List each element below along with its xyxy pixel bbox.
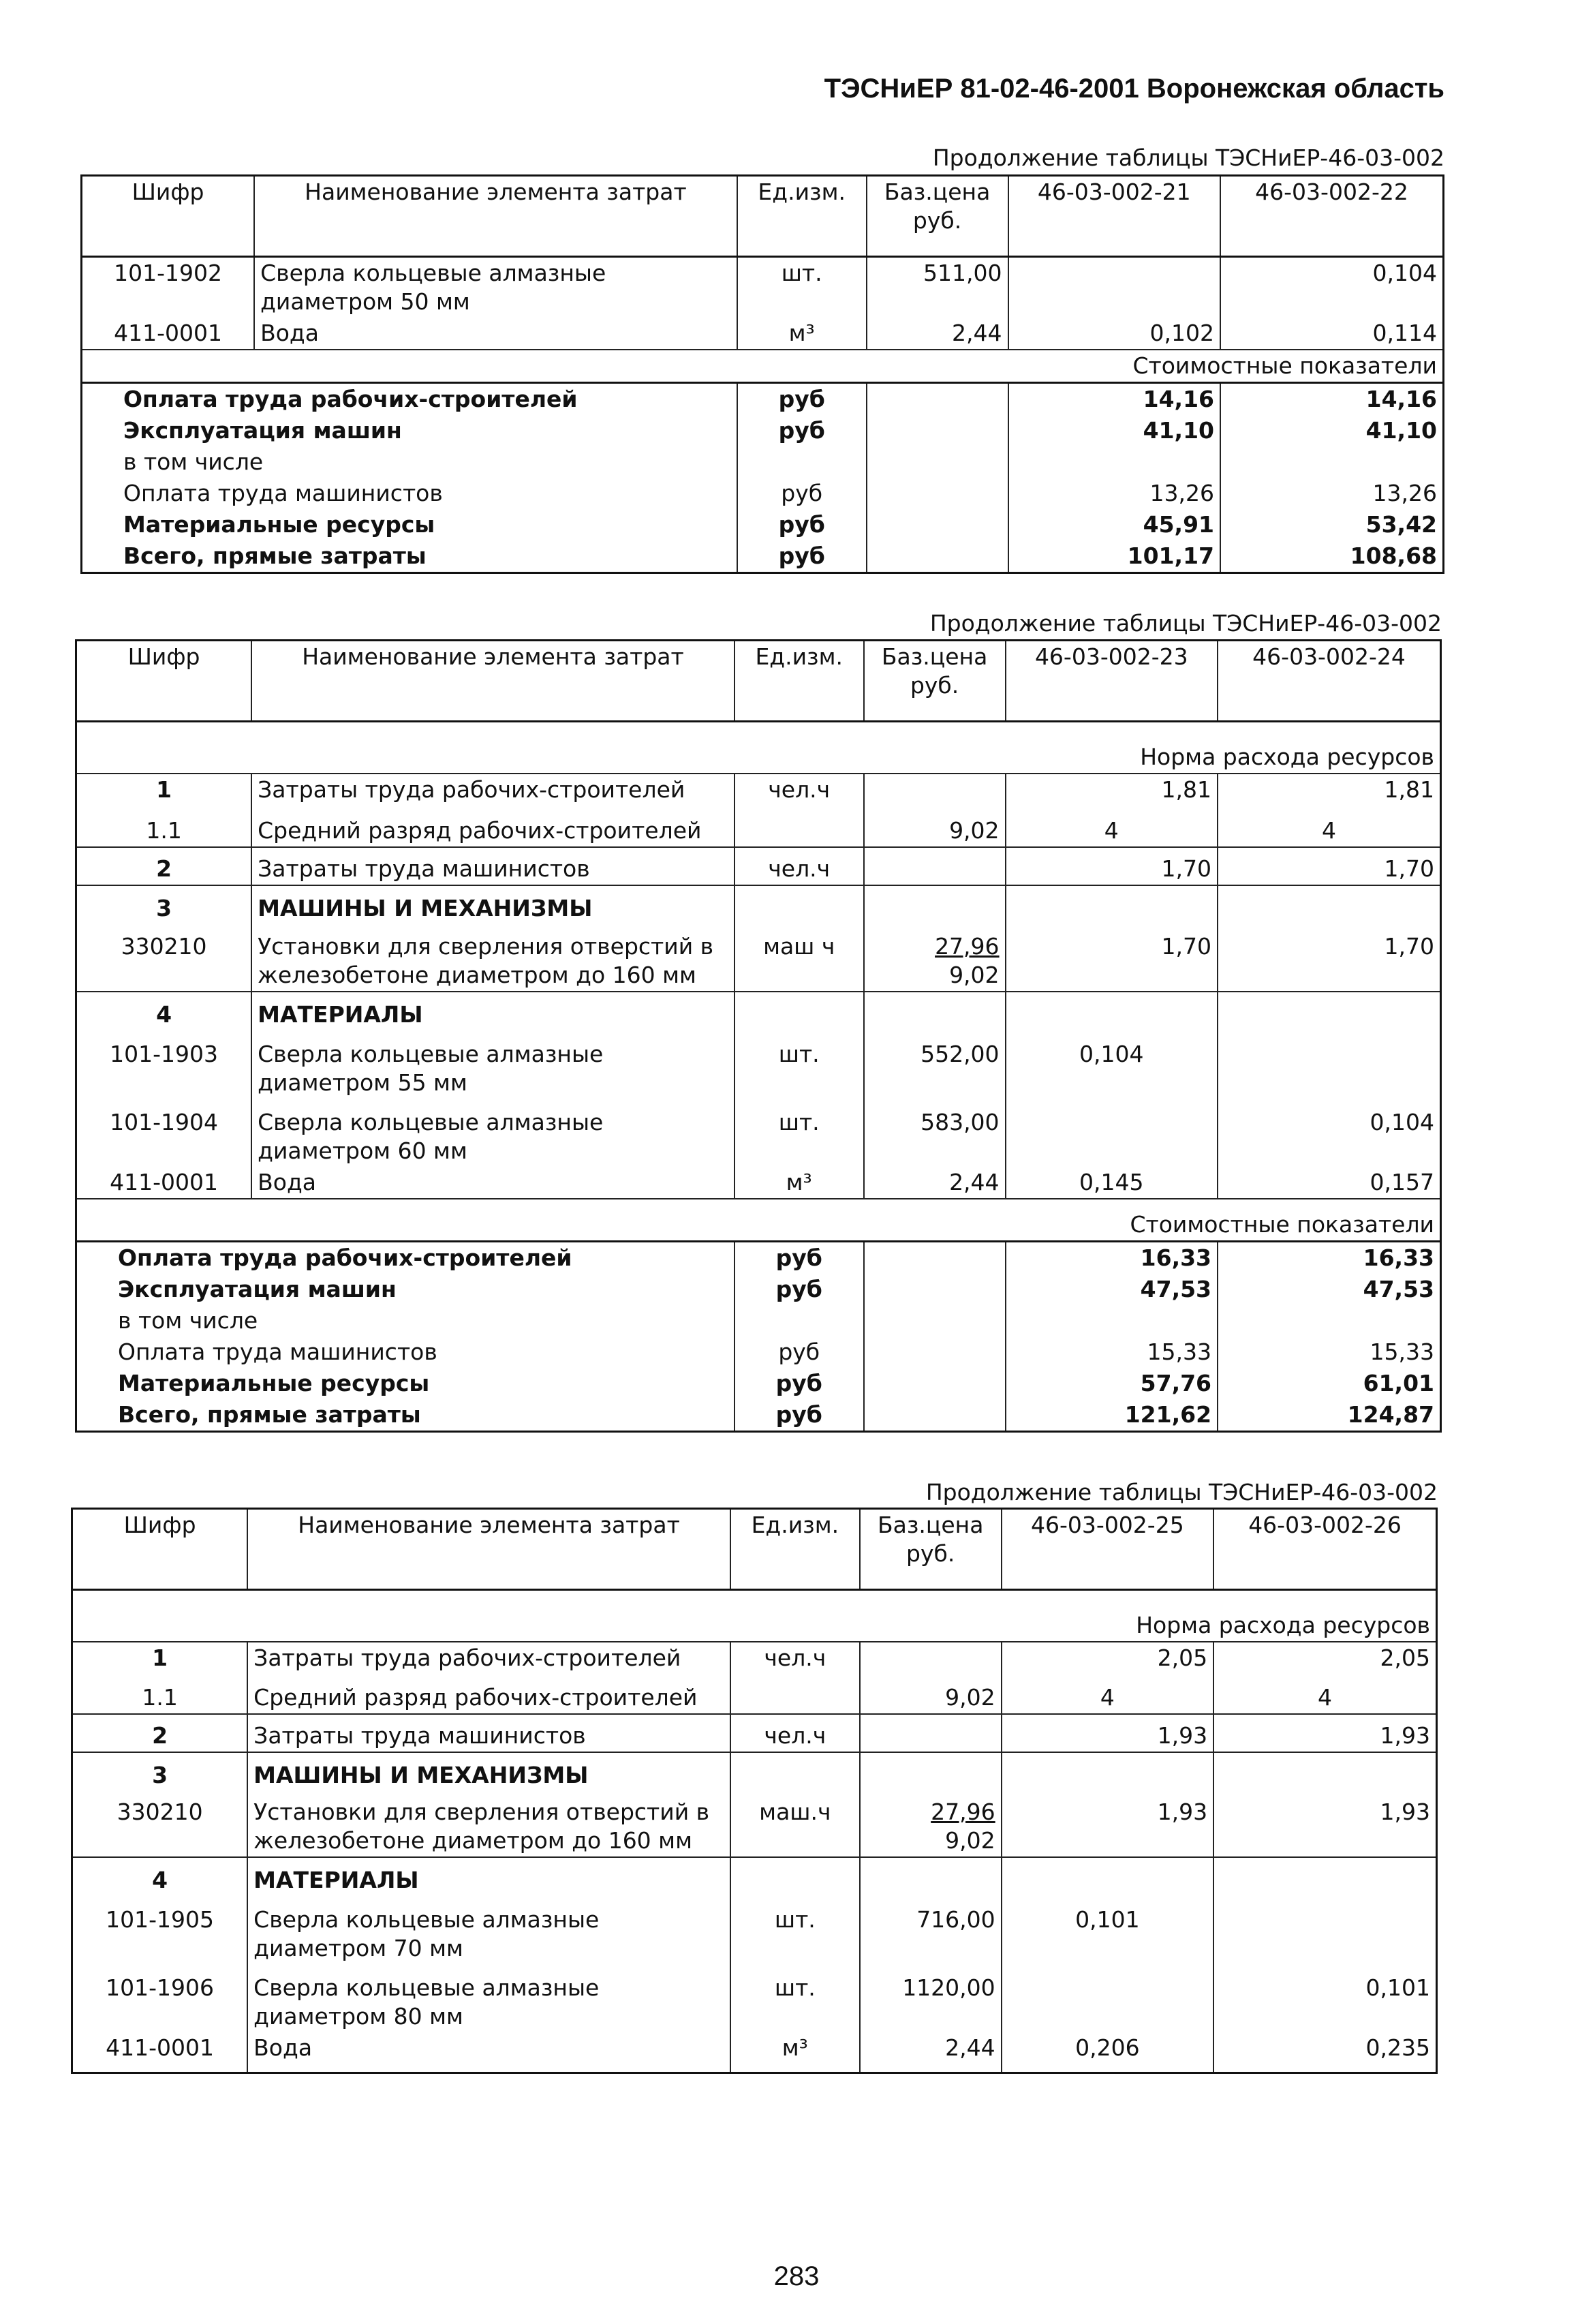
cost-unit: руб bbox=[737, 383, 867, 416]
cost-row bbox=[76, 1274, 1441, 1305]
cost-value-2: 53,42 bbox=[1220, 509, 1444, 540]
cost-indicators-band bbox=[82, 350, 1444, 383]
row-name: Сверла кольцевые алмазные диаметром 60 мм bbox=[251, 1099, 734, 1167]
cost-name: Материальные ресурсы bbox=[123, 511, 435, 538]
price-machine: 27,96 bbox=[931, 1799, 995, 1825]
section-row-materials bbox=[72, 1857, 1437, 1896]
table2 bbox=[75, 639, 1442, 1433]
cost-name: Всего, прямые затраты bbox=[118, 1401, 421, 1428]
empty-cell bbox=[734, 885, 864, 924]
row-value-1: 0,145 bbox=[1006, 1167, 1218, 1199]
row-code: 2 bbox=[72, 1714, 248, 1752]
row-price: 2,44 bbox=[860, 2032, 1002, 2073]
row-value-2: 0,104 bbox=[1218, 1099, 1440, 1167]
row-name: Установки для сверления отверстий в железобетоне диаметром до 160 мм bbox=[251, 924, 734, 992]
row-unit: шт. bbox=[730, 1964, 860, 2032]
row-value-2 bbox=[1213, 1896, 1436, 1964]
empty-cell bbox=[1002, 1752, 1213, 1791]
row-value-2 bbox=[1218, 1030, 1440, 1099]
empty-cell bbox=[867, 540, 1008, 573]
table-row bbox=[72, 1674, 1437, 1714]
row-name: Вода bbox=[254, 318, 737, 350]
col-name-header: Наименование элемента затрат bbox=[251, 641, 734, 722]
row-name: Сверла кольцевые алмазные диаметром 50 мм bbox=[254, 257, 737, 318]
row-value-2: 4 bbox=[1213, 1674, 1436, 1714]
row-value-1 bbox=[1002, 1964, 1213, 2032]
cost-row bbox=[76, 1305, 1441, 1336]
table-row bbox=[76, 1167, 1441, 1199]
cost-row bbox=[76, 1336, 1441, 1368]
row-name: Затраты труда рабочих-строителей bbox=[251, 774, 734, 806]
row-value-1: 1,93 bbox=[1002, 1714, 1213, 1752]
cost-unit: руб bbox=[737, 540, 867, 573]
cost-value-1: 45,91 bbox=[1008, 509, 1220, 540]
row-code: 1 bbox=[76, 774, 252, 806]
row-price: 552,00 bbox=[864, 1030, 1006, 1099]
row-unit: шт. bbox=[734, 1030, 864, 1099]
price-wage: 9,02 bbox=[949, 962, 1000, 988]
row-value-2: 0,114 bbox=[1220, 318, 1444, 350]
row-value-2: 1,93 bbox=[1213, 1714, 1436, 1752]
empty-cell bbox=[864, 992, 1006, 1030]
cost-value-1: 121,62 bbox=[1006, 1399, 1218, 1432]
empty-cell bbox=[867, 446, 1008, 478]
cost-value-1: 16,33 bbox=[1006, 1242, 1218, 1274]
table-row bbox=[76, 806, 1441, 847]
empty-cell bbox=[730, 1674, 860, 1714]
cost-name: Эксплуатация машин bbox=[123, 417, 402, 444]
empty-cell bbox=[1006, 1305, 1218, 1336]
row-code: 101-1905 bbox=[106, 1906, 215, 1933]
empty-cell bbox=[1006, 885, 1218, 924]
cost-row bbox=[76, 1242, 1441, 1274]
row-name: Сверла кольцевые алмазные диаметром 55 мм bbox=[251, 1030, 734, 1099]
row-code: 1.1 bbox=[146, 817, 182, 844]
empty-cell bbox=[864, 1336, 1006, 1368]
row-value-1: 1,93 bbox=[1002, 1791, 1213, 1857]
norm-label: Норма расхода ресурсов bbox=[72, 1590, 1437, 1642]
section-row-machines bbox=[76, 885, 1441, 924]
col-code-header: Шифр bbox=[82, 176, 255, 257]
col-norm2-header: 46-03-002-24 bbox=[1218, 641, 1440, 722]
row-value-1: 0,102 bbox=[1008, 318, 1220, 350]
col-norm1-header: 46-03-002-25 bbox=[1002, 1509, 1213, 1590]
col-code-header: Шифр bbox=[76, 641, 252, 722]
col-name-header: Наименование элемента затрат bbox=[254, 176, 737, 257]
row-code: 3 bbox=[76, 885, 252, 924]
table-row bbox=[72, 1714, 1437, 1752]
row-value-2: 0,157 bbox=[1218, 1167, 1440, 1199]
cost-value-2: 47,53 bbox=[1218, 1274, 1440, 1305]
row-value-2: 0,101 bbox=[1213, 1964, 1436, 2032]
empty-cell bbox=[864, 1399, 1006, 1432]
price-wage: 9,02 bbox=[945, 1827, 995, 1854]
empty-cell bbox=[734, 992, 864, 1030]
empty-cell bbox=[734, 806, 864, 847]
row-code: 330210 bbox=[121, 933, 207, 960]
row-unit: маш ч bbox=[734, 924, 864, 992]
cost-indicators-label: Стоимостные показатели bbox=[76, 1199, 1441, 1242]
empty-cell bbox=[867, 415, 1008, 446]
row-code: 411-0001 bbox=[106, 2034, 215, 2061]
table-row bbox=[72, 1964, 1437, 2032]
cost-row bbox=[76, 1399, 1441, 1432]
section-row-materials bbox=[76, 992, 1441, 1030]
empty-cell bbox=[730, 1857, 860, 1896]
cost-value-1: 14,16 bbox=[1008, 383, 1220, 416]
row-price: 9,02 bbox=[860, 1674, 1002, 1714]
section-title: МАТЕРИАЛЫ bbox=[251, 992, 734, 1030]
cost-value-1: 47,53 bbox=[1006, 1274, 1218, 1305]
empty-cell bbox=[867, 383, 1008, 416]
cost-value-2: 13,26 bbox=[1220, 478, 1444, 509]
table-row bbox=[76, 1099, 1441, 1167]
col-norm2-header: 46-03-002-22 bbox=[1220, 176, 1444, 257]
row-unit: маш.ч bbox=[730, 1791, 860, 1857]
row-unit: чел.ч bbox=[730, 1714, 860, 1752]
row-unit: шт. bbox=[730, 1896, 860, 1964]
row-code: 101-1904 bbox=[110, 1109, 219, 1135]
cost-row bbox=[82, 478, 1444, 509]
row-name: Затраты труда машинистов bbox=[247, 1714, 730, 1752]
row-value-2: 1,93 bbox=[1213, 1791, 1436, 1857]
table1 bbox=[80, 174, 1444, 574]
row-unit: чел.ч bbox=[734, 774, 864, 806]
row-name: Затраты труда машинистов bbox=[251, 847, 734, 885]
col-price-header: Баз.цена руб. bbox=[867, 176, 1008, 257]
section-row-machines bbox=[72, 1752, 1437, 1791]
col-unit-header: Ед.изм. bbox=[734, 641, 864, 722]
row-unit: м³ bbox=[737, 318, 867, 350]
row-value-1: 0,206 bbox=[1002, 2032, 1213, 2073]
table-row bbox=[72, 1791, 1437, 1857]
empty-cell bbox=[1006, 992, 1218, 1030]
row-name: Средний разряд рабочих-строителей bbox=[251, 806, 734, 847]
cost-unit: руб bbox=[737, 478, 867, 509]
table-row bbox=[76, 847, 1441, 885]
empty-cell bbox=[1213, 1857, 1436, 1896]
row-value-2: 4 bbox=[1218, 806, 1440, 847]
row-value-1 bbox=[1008, 257, 1220, 318]
row-unit: чел.ч bbox=[734, 847, 864, 885]
empty-cell bbox=[1002, 1857, 1213, 1896]
cost-name: Оплата труда машинистов bbox=[123, 480, 443, 506]
row-code: 101-1906 bbox=[106, 1974, 215, 2001]
row-unit: шт. bbox=[734, 1099, 864, 1167]
row-code: 330210 bbox=[117, 1799, 203, 1825]
row-value-2: 1,70 bbox=[1218, 847, 1440, 885]
cost-value-1: 101,17 bbox=[1008, 540, 1220, 573]
page-number: 283 bbox=[773, 2261, 820, 2291]
section-title: МАТЕРИАЛЫ bbox=[247, 1857, 730, 1896]
cost-unit: руб bbox=[734, 1242, 864, 1274]
row-code: 1 bbox=[72, 1642, 248, 1674]
row-price: 716,00 bbox=[860, 1896, 1002, 1964]
row-value-1: 1,70 bbox=[1006, 924, 1218, 992]
empty-cell bbox=[737, 446, 867, 478]
empty-cell bbox=[1218, 1305, 1440, 1336]
row-price bbox=[860, 1642, 1002, 1674]
row-price: 511,00 bbox=[867, 257, 1008, 318]
row-code: 4 bbox=[72, 1857, 248, 1896]
cost-name: Оплата труда рабочих-строителей bbox=[82, 383, 737, 416]
table1-continuation: Продолжение таблицы ТЭСНиЕР-46-03-002 bbox=[932, 144, 1444, 171]
col-name-header: Наименование элемента затрат bbox=[247, 1509, 730, 1590]
empty-cell bbox=[860, 1752, 1002, 1791]
row-value-1 bbox=[1006, 1099, 1218, 1167]
col-unit-header: Ед.изм. bbox=[737, 176, 867, 257]
cost-value-2: 61,01 bbox=[1218, 1368, 1440, 1399]
table-row bbox=[76, 774, 1441, 806]
row-name: Средний разряд рабочих-строителей bbox=[247, 1674, 730, 1714]
empty-cell bbox=[864, 1368, 1006, 1399]
row-unit: шт. bbox=[737, 257, 867, 318]
cost-name: Оплата труда машинистов bbox=[118, 1339, 437, 1365]
row-value-1: 0,101 bbox=[1002, 1896, 1213, 1964]
row-name: Вода bbox=[251, 1167, 734, 1199]
table2-header-row bbox=[76, 641, 1441, 722]
cost-value-1: 57,76 bbox=[1006, 1368, 1218, 1399]
empty-cell bbox=[1218, 992, 1440, 1030]
norm-band bbox=[72, 1590, 1437, 1642]
row-price: 583,00 bbox=[864, 1099, 1006, 1167]
cost-value-2: 108,68 bbox=[1220, 540, 1444, 573]
cost-row bbox=[82, 383, 1444, 416]
document-header: ТЭСНиЕР 81-02-46-2001 Воронежская область bbox=[824, 74, 1444, 104]
cost-name: Оплата труда рабочих-строителей bbox=[76, 1242, 734, 1274]
price-machine: 27,96 bbox=[935, 933, 1000, 960]
row-price: 1120,00 bbox=[860, 1964, 1002, 2032]
row-code: 1.1 bbox=[142, 1684, 178, 1711]
cost-value-2: 16,33 bbox=[1218, 1242, 1440, 1274]
norm-band bbox=[76, 722, 1441, 774]
cost-name: в том числе bbox=[118, 1307, 258, 1334]
row-name: Установки для сверления отверстий в железобетоне диаметром до 160 мм bbox=[247, 1791, 730, 1857]
table3 bbox=[71, 1508, 1438, 2074]
table-row bbox=[72, 2032, 1437, 2073]
empty-cell bbox=[864, 885, 1006, 924]
table-row bbox=[76, 924, 1441, 992]
cost-unit: руб bbox=[734, 1368, 864, 1399]
empty-cell bbox=[1220, 446, 1444, 478]
empty-cell bbox=[1218, 885, 1440, 924]
empty-cell bbox=[730, 1752, 860, 1791]
empty-cell bbox=[734, 1305, 864, 1336]
cost-row bbox=[82, 415, 1444, 446]
cost-name: в том числе bbox=[123, 448, 264, 475]
row-value-2: 2,05 bbox=[1213, 1642, 1436, 1674]
cost-unit: руб bbox=[737, 509, 867, 540]
cost-name: Всего, прямые затраты bbox=[123, 542, 427, 569]
empty-cell bbox=[867, 509, 1008, 540]
section-title: МАШИНЫ И МЕХАНИЗМЫ bbox=[247, 1752, 730, 1791]
row-name: Сверла кольцевые алмазные диаметром 70 мм bbox=[247, 1896, 730, 1964]
empty-cell bbox=[864, 1305, 1006, 1336]
row-value-1: 2,05 bbox=[1002, 1642, 1213, 1674]
cost-row bbox=[82, 446, 1444, 478]
row-code: 101-1902 bbox=[114, 260, 222, 286]
empty-cell bbox=[860, 1714, 1002, 1752]
cost-value-2: 41,10 bbox=[1220, 415, 1444, 446]
row-price bbox=[860, 1791, 1002, 1857]
section-title: МАШИНЫ И МЕХАНИЗМЫ bbox=[251, 885, 734, 924]
row-value-2: 0,235 bbox=[1213, 2032, 1436, 2073]
table-row bbox=[82, 318, 1444, 350]
cost-indicators-band bbox=[76, 1199, 1441, 1242]
row-code: 3 bbox=[72, 1752, 248, 1791]
table-row bbox=[82, 257, 1444, 318]
cost-row bbox=[82, 540, 1444, 573]
cost-value-1: 13,26 bbox=[1008, 478, 1220, 509]
row-code: 411-0001 bbox=[114, 320, 222, 346]
col-norm2-header: 46-03-002-26 bbox=[1213, 1509, 1436, 1590]
row-value-1: 0,104 bbox=[1006, 1030, 1218, 1099]
col-norm1-header: 46-03-002-21 bbox=[1008, 176, 1220, 257]
cost-value-1: 41,10 bbox=[1008, 415, 1220, 446]
cost-unit: руб bbox=[734, 1274, 864, 1305]
cost-value-2: 14,16 bbox=[1220, 383, 1444, 416]
cost-name: Материальные ресурсы bbox=[118, 1370, 430, 1396]
row-price bbox=[864, 924, 1006, 992]
cost-name: Эксплуатация машин bbox=[118, 1276, 397, 1302]
row-price: 2,44 bbox=[867, 318, 1008, 350]
row-value-1: 1,81 bbox=[1006, 774, 1218, 806]
row-code: 101-1903 bbox=[110, 1041, 219, 1067]
row-price: 9,02 bbox=[864, 806, 1006, 847]
empty-cell bbox=[864, 1242, 1006, 1274]
row-code: 2 bbox=[76, 847, 252, 885]
row-value-2: 1,70 bbox=[1218, 924, 1440, 992]
cost-indicators-label: Стоимостные показатели bbox=[82, 350, 1444, 383]
row-price bbox=[864, 774, 1006, 806]
row-value-1: 4 bbox=[1002, 1674, 1213, 1714]
cost-unit: руб bbox=[737, 415, 867, 446]
row-unit: чел.ч bbox=[730, 1642, 860, 1674]
table-row bbox=[76, 1030, 1441, 1099]
row-unit: м³ bbox=[730, 2032, 860, 2073]
table2-continuation: Продолжение таблицы ТЭСНиЕР-46-03-002 bbox=[929, 610, 1442, 637]
row-value-2: 1,81 bbox=[1218, 774, 1440, 806]
cost-row bbox=[76, 1368, 1441, 1399]
row-unit: м³ bbox=[734, 1167, 864, 1199]
empty-cell bbox=[867, 478, 1008, 509]
empty-cell bbox=[860, 1857, 1002, 1896]
norm-label: Норма расхода ресурсов bbox=[76, 722, 1441, 774]
empty-cell bbox=[864, 847, 1006, 885]
col-code-header: Шифр bbox=[72, 1509, 248, 1590]
cost-row bbox=[82, 509, 1444, 540]
empty-cell bbox=[1008, 446, 1220, 478]
cost-value-1: 15,33 bbox=[1006, 1336, 1218, 1368]
empty-cell bbox=[864, 1274, 1006, 1305]
col-norm1-header: 46-03-002-23 bbox=[1006, 641, 1218, 722]
cost-unit: руб bbox=[734, 1399, 864, 1432]
col-price-header: Баз.цена руб. bbox=[864, 641, 1006, 722]
table3-header-row bbox=[72, 1509, 1437, 1590]
table3-continuation: Продолжение таблицы ТЭСНиЕР-46-03-002 bbox=[925, 1479, 1438, 1505]
row-name: Затраты труда рабочих-строителей bbox=[247, 1642, 730, 1674]
row-value-1: 4 bbox=[1006, 806, 1218, 847]
row-name: Сверла кольцевые алмазные диаметром 80 мм bbox=[247, 1964, 730, 2032]
row-name: Вода bbox=[247, 2032, 730, 2073]
cost-value-2: 15,33 bbox=[1218, 1336, 1440, 1368]
table-row bbox=[72, 1896, 1437, 1964]
table-row bbox=[72, 1642, 1437, 1674]
row-code: 411-0001 bbox=[110, 1169, 219, 1195]
row-value-1: 1,70 bbox=[1006, 847, 1218, 885]
table1-header-row bbox=[82, 176, 1444, 257]
row-value-2: 0,104 bbox=[1220, 257, 1444, 318]
row-price: 2,44 bbox=[864, 1167, 1006, 1199]
col-unit-header: Ед.изм. bbox=[730, 1509, 860, 1590]
cost-unit: руб bbox=[734, 1336, 864, 1368]
row-code: 4 bbox=[76, 992, 252, 1030]
col-price-header: Баз.цена руб. bbox=[860, 1509, 1002, 1590]
empty-cell bbox=[1213, 1752, 1436, 1791]
cost-value-2: 124,87 bbox=[1218, 1399, 1440, 1432]
